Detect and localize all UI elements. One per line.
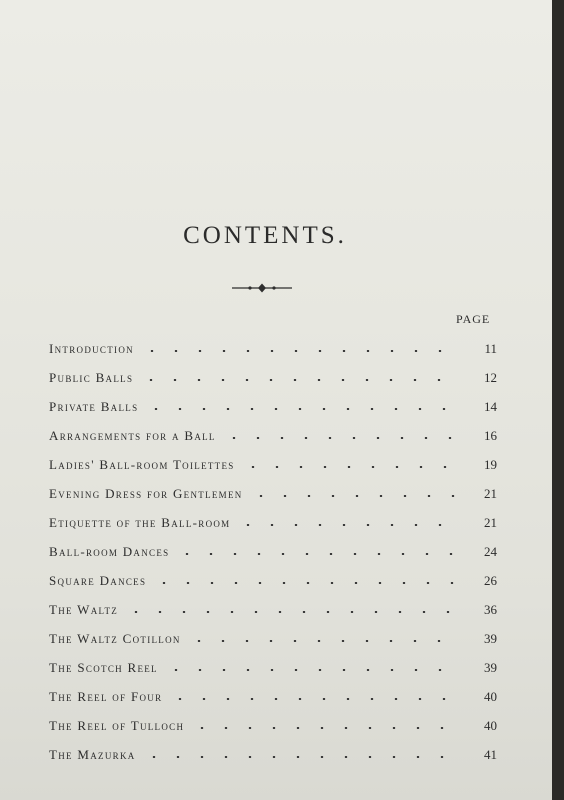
entry-title: Etiquette of the Ball-room xyxy=(49,514,231,530)
entry-page: 16 xyxy=(484,427,497,443)
entry-title: Arrangements for a Ball xyxy=(49,427,216,443)
dot-leader xyxy=(164,669,459,671)
entry-page: 40 xyxy=(484,688,497,704)
contents-entry xyxy=(49,624,497,653)
entry-page: 21 xyxy=(484,514,497,530)
dot-leader xyxy=(139,379,459,381)
dot-leader xyxy=(241,466,459,468)
entry-title: Square Dances xyxy=(49,572,147,588)
entry-page: 19 xyxy=(484,456,497,472)
dot-leader xyxy=(249,495,459,497)
entry-title: Ball-room Dances xyxy=(49,543,170,559)
contents-entry xyxy=(49,450,497,479)
dot-leader xyxy=(236,524,459,526)
contents-entry xyxy=(49,566,497,595)
entry-title: The Reel of Four xyxy=(49,688,163,704)
dot-leader xyxy=(124,611,459,613)
entry-title: The Reel of Tulloch xyxy=(49,717,185,733)
entry-page: 21 xyxy=(484,485,497,501)
entry-page: 11 xyxy=(484,340,497,356)
contents-entry xyxy=(49,682,497,711)
contents-entry xyxy=(49,334,497,363)
contents-entry xyxy=(49,711,497,740)
entry-title: Public Balls xyxy=(49,369,134,385)
dot-leader xyxy=(140,350,459,352)
entry-title: Ladies' Ball-room Toilettes xyxy=(49,456,235,472)
ornament-icon xyxy=(230,282,294,294)
page-column-label: PAGE xyxy=(456,312,491,326)
dot-leader xyxy=(187,640,459,642)
contents-entry xyxy=(49,479,497,508)
contents-entry xyxy=(49,392,497,421)
entry-page: 12 xyxy=(484,369,497,385)
page-title: CONTENTS. xyxy=(183,222,347,249)
entry-title: The Scotch Reel xyxy=(49,659,158,675)
contents-list xyxy=(49,334,497,769)
contents-entry xyxy=(49,508,497,537)
entry-title: The Waltz xyxy=(49,601,119,617)
dot-leader xyxy=(168,698,459,700)
entry-page: 41 xyxy=(484,746,497,762)
dot-leader xyxy=(190,727,459,729)
entry-page: 39 xyxy=(484,659,497,675)
contents-entry xyxy=(49,595,497,624)
entry-title: The Waltz Cotillon xyxy=(49,630,181,646)
dot-leader xyxy=(142,756,459,758)
contents-entry xyxy=(49,363,497,392)
contents-entry xyxy=(49,421,497,450)
contents-entry xyxy=(49,537,497,566)
entry-title: Evening Dress for Gentlemen xyxy=(49,485,243,501)
entry-page: 14 xyxy=(484,398,497,414)
entry-page: 24 xyxy=(484,543,497,559)
dot-leader xyxy=(175,553,459,555)
entry-title: Private Balls xyxy=(49,398,139,414)
entry-page: 39 xyxy=(484,630,497,646)
entry-title: Introduction xyxy=(49,340,134,356)
contents-entry xyxy=(49,740,497,769)
dot-leader xyxy=(222,437,459,439)
contents-entry xyxy=(49,653,497,682)
dot-leader xyxy=(152,582,459,584)
entry-page: 36 xyxy=(484,601,497,617)
dot-leader xyxy=(144,408,459,410)
entry-page: 40 xyxy=(484,717,497,733)
entry-page: 26 xyxy=(484,572,497,588)
entry-title: The Mazurka xyxy=(49,746,136,762)
